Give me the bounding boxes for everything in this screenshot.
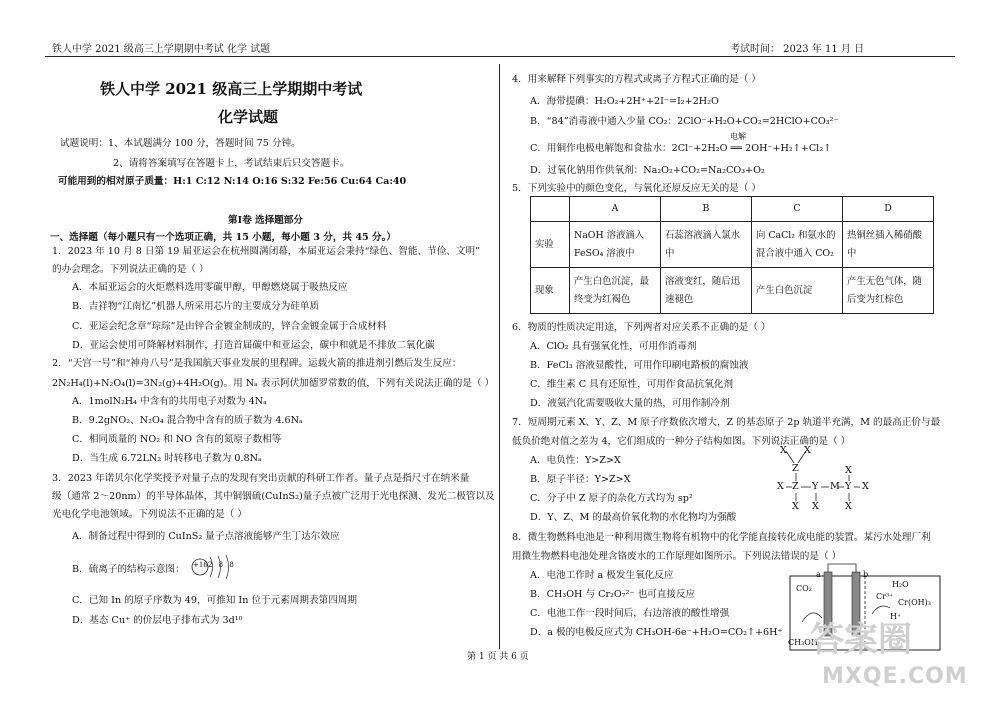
page-footer: 第 1 页 共 6 页 — [467, 652, 529, 662]
q8-option-d: D．a 极的电极反应式为 CH₃OH-6e⁻+H₂O=CO₂↑+6H⁺ — [530, 627, 783, 638]
q1-option-c: C．亚运会纪念章“琮琮”是由锌合金镀金制成的，锌合金镀金属于合成材料 — [72, 321, 387, 332]
exam-title: 铁人中学 2021 级高三上学期期中考试 — [100, 80, 363, 98]
q3-option-b: B．硫离子的结构示意图： — [72, 564, 185, 575]
q3-stem-2: 级（通常 2～20nm）的半导体晶体，其中铜铟硫(CuInS₂)量子点被广泛用于光电探测、发光二极管以及 — [52, 491, 495, 502]
table-header-b: B — [661, 197, 752, 222]
table-header-c: C — [752, 197, 843, 222]
q8-stem-2: 用微生物燃料电池处理含铬废水的工作原理如图所示。下列说法错误的是（ ） — [512, 551, 842, 562]
q1-option-a: A．本届亚运会的火炬燃料选用零碳甲醇，甲醇燃烧属于吸热反应 — [72, 282, 348, 293]
table-header-d: D — [843, 197, 934, 222]
q2-option-d: D．当生成 6.72LN₂ 时转移电子数为 0.8Nₐ — [72, 453, 262, 464]
table-cell: 热铜丝插入稀硝酸中 — [843, 222, 934, 268]
q2-option-b: B．9.2gNO₂、N₂O₄ 混合物中含有的质子数为 4.6Nₐ — [72, 415, 303, 426]
q3-option-c: C．已知 In 的原子序数为 49，可推知 In 位于元素周期表第四周期 — [72, 595, 357, 606]
q6-option-a: A．ClO₂ 具有强氧化性，可用作消毒剂 — [530, 341, 697, 352]
h2o-label: H₂O — [892, 580, 909, 589]
atom-x: X — [845, 501, 852, 512]
q8-option-b: B．CH₃OH 与 Cr₂O₇²⁻ 也可直接反应 — [530, 589, 696, 600]
atom-y: Y — [812, 481, 819, 492]
ion-shells: 2 8 8 — [208, 561, 236, 569]
column-divider — [499, 64, 500, 649]
atom-x: X — [792, 501, 799, 512]
q5-stem: 5．下列实验中的颜色变化，与氧化还原反应无关的是（ ） — [512, 183, 761, 194]
q1-option-b: B．吉祥物“江南忆”机器人所采用芯片的主要成分为硅单质 — [72, 301, 320, 312]
sulfide-ion-diagram — [190, 552, 240, 585]
co2-label: CO₂ — [796, 584, 812, 593]
q7-stem: 7．短周期元素 X、Y、Z、M 原子序数依次增大，Z 的基态原子 2p 轨道半充满，M 的最高正价与最 — [512, 417, 941, 428]
experiment-table — [530, 196, 934, 314]
watermark-logo: 答案圈 — [810, 620, 912, 660]
atom-x: X — [862, 481, 869, 492]
q7-option-d: D．Y、Z、M 的最高价氧化物的水化物均为强酸 — [530, 512, 737, 523]
table-cell: 向 CaCl₂ 和氨水的混合液中通入 CO₂ — [752, 222, 843, 268]
table-cell: 产生白色沉淀 — [752, 268, 843, 314]
table-cell: 溶液变红，随后迅速褪色 — [661, 268, 752, 314]
note-1: 试题说明：1、本试题满分 100 分，答题时间 75 分钟。 — [60, 138, 301, 149]
q2-option-c: C．相同质量的 NO₂ 和 NO 含有的氮原子数相等 — [72, 434, 282, 445]
q1-stem: 1．2023 年 10 月 8 日第 19 届亚运会在杭州圆满闭幕，本届亚运会秉持“绿色、智能、节俭、文明” — [52, 246, 480, 257]
electrolysis-label: 电解 — [730, 132, 746, 141]
q2-option-a: A．1molN₂H₄ 中含有的共用电子对数为 4Nₐ — [72, 396, 267, 407]
q7-option-b: B．原子半径：Y>Z>X — [530, 474, 631, 485]
q1-option-d: D．亚运会使用可降解材料制作，打造首届碳中和亚运会，碳中和就是不排放二氧化碳 — [72, 340, 435, 351]
q2-stem: 2．“天宫一号”和“神舟八号”是我国航天事业发展的里程碑。运载火箭的推进剂引燃后发生反应： — [52, 358, 462, 369]
q1-stem-2: 的办会理念。下列说法正确的是（ ） — [52, 264, 209, 275]
section-title: 一、选择题（每小题只有一个选项正确，共 15 小题，每小题 3 分，共 45 分。） — [50, 232, 397, 243]
ion-nucleus: +16 — [193, 561, 208, 569]
electrode-a-label: a — [816, 570, 821, 579]
exam-subtitle: 化学试题 — [218, 108, 279, 126]
table-header-a: A — [570, 197, 661, 222]
atom-x: X — [812, 501, 819, 512]
q3-stem-3: 光电化学电池领域。下列说法不正确的是（ ） — [52, 509, 247, 520]
q4-option-b: B．“84”消毒液中通入少量 CO₂：2ClO⁻+H₂O+CO₂=2HClO+CO₃²⁻ — [530, 116, 839, 127]
q4-option-c: C．用铜作电极电解饱和食盐水：2Cl⁻+2H₂O ══ 2OH⁻+H₂↑+Cl₂↑ — [530, 143, 832, 154]
cr3-label: Cr³⁺ — [876, 592, 894, 601]
q8-option-a: A．电池工作时 a 极发生氧化反应 — [530, 570, 674, 581]
note-2: 2、请将答案填写在答题卡上，考试结束后只交答题卡。 — [113, 158, 350, 169]
q2-stem-2: 2N₂H₄(l)+N₂O₄(l)=3N₂(g)+4H₂O(g)。用 Nₐ 表示阿伏加德罗常数的值，下列有关说法正确的是（ ） — [52, 378, 495, 389]
table-row-label-experiment: 实验 — [531, 222, 570, 268]
electrode-b-label: b — [863, 570, 869, 579]
q3-option-a: A．制备过程中得到的 CuInS₂ 量子点溶液能够产生丁达尔效应 — [72, 531, 340, 542]
molecule-structure — [774, 445, 884, 517]
q3-stem: 3．2023 年诺贝尔化学奖授予对量子点的发现有突出贡献的科研工作者。量子点是指尺寸在纳米量 — [52, 473, 470, 484]
q8-stem: 8．微生物燃料电池是一种利用微生物将有机物中的化学能直接转化成电能的装置。某污水处理厂利 — [512, 532, 931, 543]
table-cell: NaOH 溶液滴入 FeSO₄ 溶液中 — [570, 222, 661, 268]
atomic-masses: 可能用到的相对原子质量：H:1 C:12 N:14 O:16 S:32 Fe:56 Cu:64 Ca:40 — [58, 176, 407, 187]
atom-x: X — [780, 445, 787, 456]
q4-option-a: A．海带提碘：H₂O₂+2H⁺+2I⁻=I₂+2H₂O — [530, 96, 719, 107]
q6-option-d: D．液氨汽化需要吸收大量的热，可用作制冷剂 — [530, 398, 730, 409]
table-row-label-phenomenon: 现象 — [531, 268, 570, 314]
atom-m: M — [830, 481, 840, 492]
table-cell: 产生无色气体，随后变为红棕色 — [843, 268, 934, 314]
q3-option-d: D．基态 Cu⁺ 的价层电子排布式为 3d¹⁰ — [72, 615, 243, 626]
croh3-label: Cr(OH)₃ — [898, 598, 931, 607]
table-cell: 产生白色沉淀，最终变为红褐色 — [570, 268, 661, 314]
header-left: 铁人中学 2021 级高三上学期期中考试 化学 试题 — [52, 44, 271, 55]
ch3oh-label: CH₃OH — [788, 638, 818, 647]
atom-z: Z — [792, 463, 799, 474]
atom-x: X — [845, 465, 852, 476]
atom-x: X — [777, 481, 784, 492]
q7-option-a: A．电负性：Y>Z>X — [530, 455, 621, 466]
part-title: 第Ⅰ卷 选择题部分 — [228, 215, 303, 226]
watermark-url: MXQE.COM — [822, 664, 968, 689]
q4-option-d: D．过氧化钠用作供氧剂：Na₂O₂+CO₂=Na₂CO₃+O₂ — [530, 165, 765, 176]
h-plus-label: H⁺ — [890, 612, 902, 621]
atom-x: X — [804, 445, 811, 456]
q6-stem: 6．物质的性质决定用途，下列两者对应关系不正确的是（ ） — [512, 322, 771, 333]
table-cell: 石蕊溶液滴入氯水中 — [661, 222, 752, 268]
atom-y: Y — [845, 481, 852, 492]
q7-stem-2: 低负价绝对值之差为 4，它们组成的一种分子结构如图。下列说法正确的是（ ） — [512, 436, 851, 447]
table-header-blank — [531, 197, 570, 222]
q6-option-c: C．维生素 C 具有还原性，可用作食品抗氧化剂 — [530, 379, 734, 390]
atom-z: Z — [792, 481, 799, 492]
header-rule — [45, 56, 955, 57]
q8-option-c: C．电池工作一段时间后，右边溶液的酸性增强 — [530, 608, 730, 619]
q6-option-b: B．FeCl₃ 溶液显酸性，可用作印刷电路板的腐蚀液 — [530, 360, 749, 371]
q4-stem: 4．用来解释下列事实的方程式或离子方程式正确的是（ ） — [512, 74, 761, 85]
header-right: 考试时间： 2023 年 11 月 日 — [730, 44, 865, 55]
q7-option-c: C．分子中 Z 原子的杂化方式均为 sp² — [530, 493, 693, 504]
